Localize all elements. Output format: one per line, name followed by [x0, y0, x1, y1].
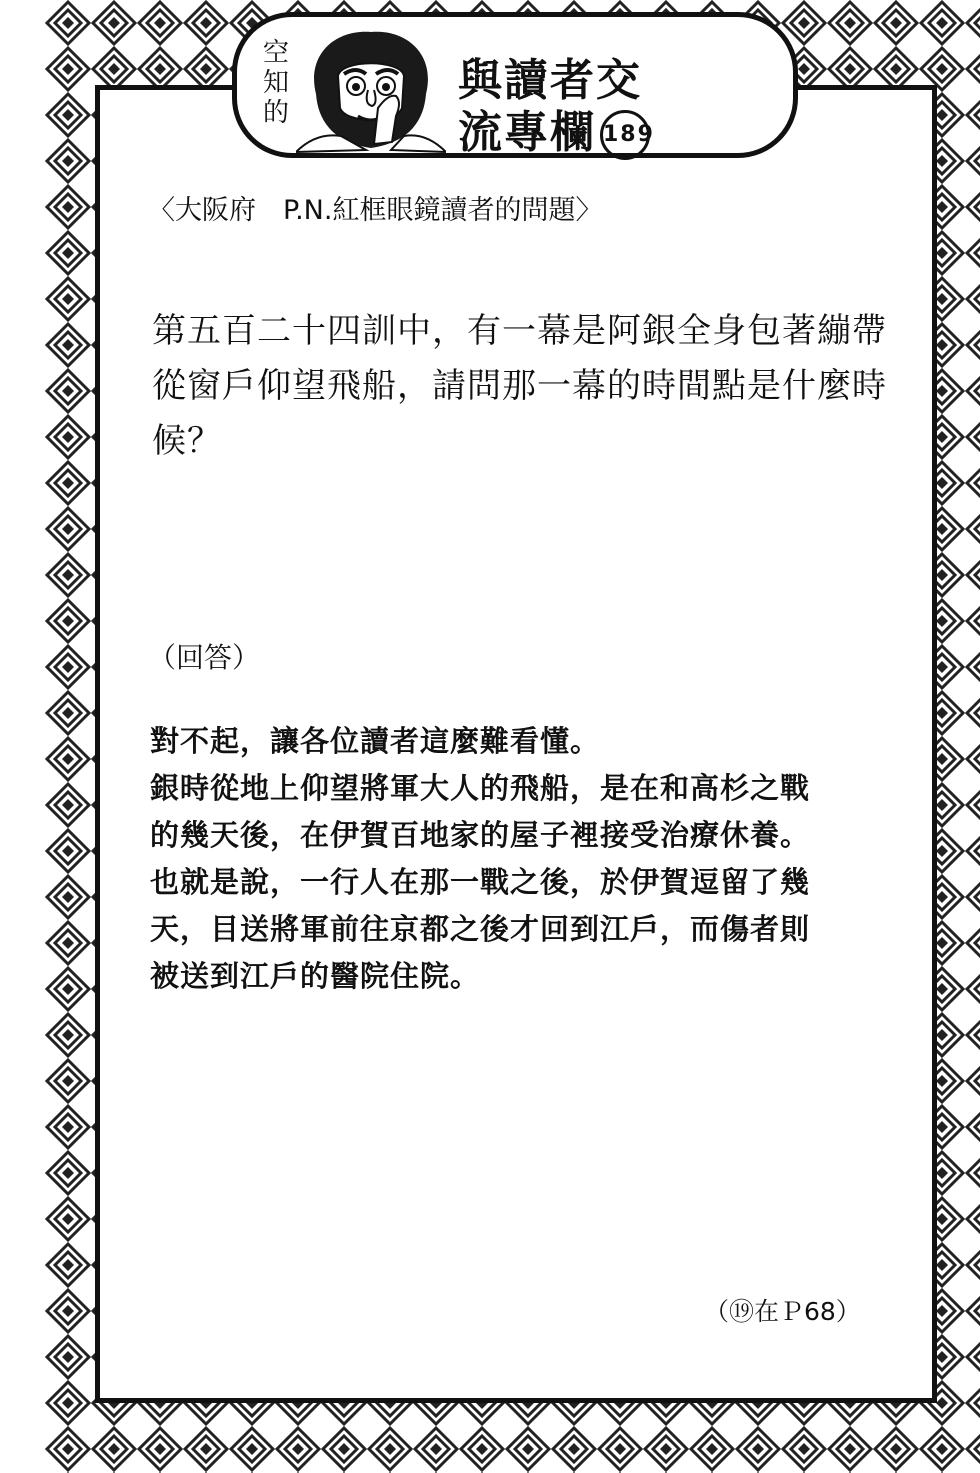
column-title-line2	[458, 96, 655, 160]
author-label-char: 的	[262, 98, 289, 128]
continued-reference: （⑲在Ｐ68）	[704, 1297, 861, 1326]
column-title-text: 流專欄	[458, 107, 596, 158]
answer-line: 對不起，讓各位讀者這麼難看懂。	[150, 724, 601, 758]
issue-number-badge: 189	[600, 110, 650, 160]
answer-line: 的幾天後，在伊賀百地家的屋子裡接受治療休養。	[150, 818, 811, 852]
column-title-line1: 與讀者交	[458, 55, 642, 106]
answer-line: 天，目送將軍前往京都之後才回到江戶，而傷者則	[150, 912, 811, 946]
answer-heading: （回答）	[148, 641, 261, 674]
author-label-char: 空	[262, 38, 289, 68]
question-text: 第五百二十四訓中，有一幕是阿銀全身包著繃帶從窗戶仰望飛船，請問那一幕的時間點是什麼時候？	[152, 311, 887, 461]
answer-text	[150, 718, 890, 1000]
answer-line: 被送到江戶的醫院住院。	[150, 959, 481, 993]
question-source: 〈大阪府 P.N.紅框眼鏡讀者的問題〉	[148, 195, 603, 226]
bearded-man-face-icon	[296, 24, 446, 154]
author-label-char: 知	[262, 68, 289, 98]
author-label	[258, 38, 294, 128]
answer-line: 銀時從地上仰望將軍大人的飛船，是在和高杉之戰	[150, 771, 811, 805]
answer-line: 也就是說，一行人在那一戰之後，於伊賀逗留了幾	[150, 865, 811, 899]
